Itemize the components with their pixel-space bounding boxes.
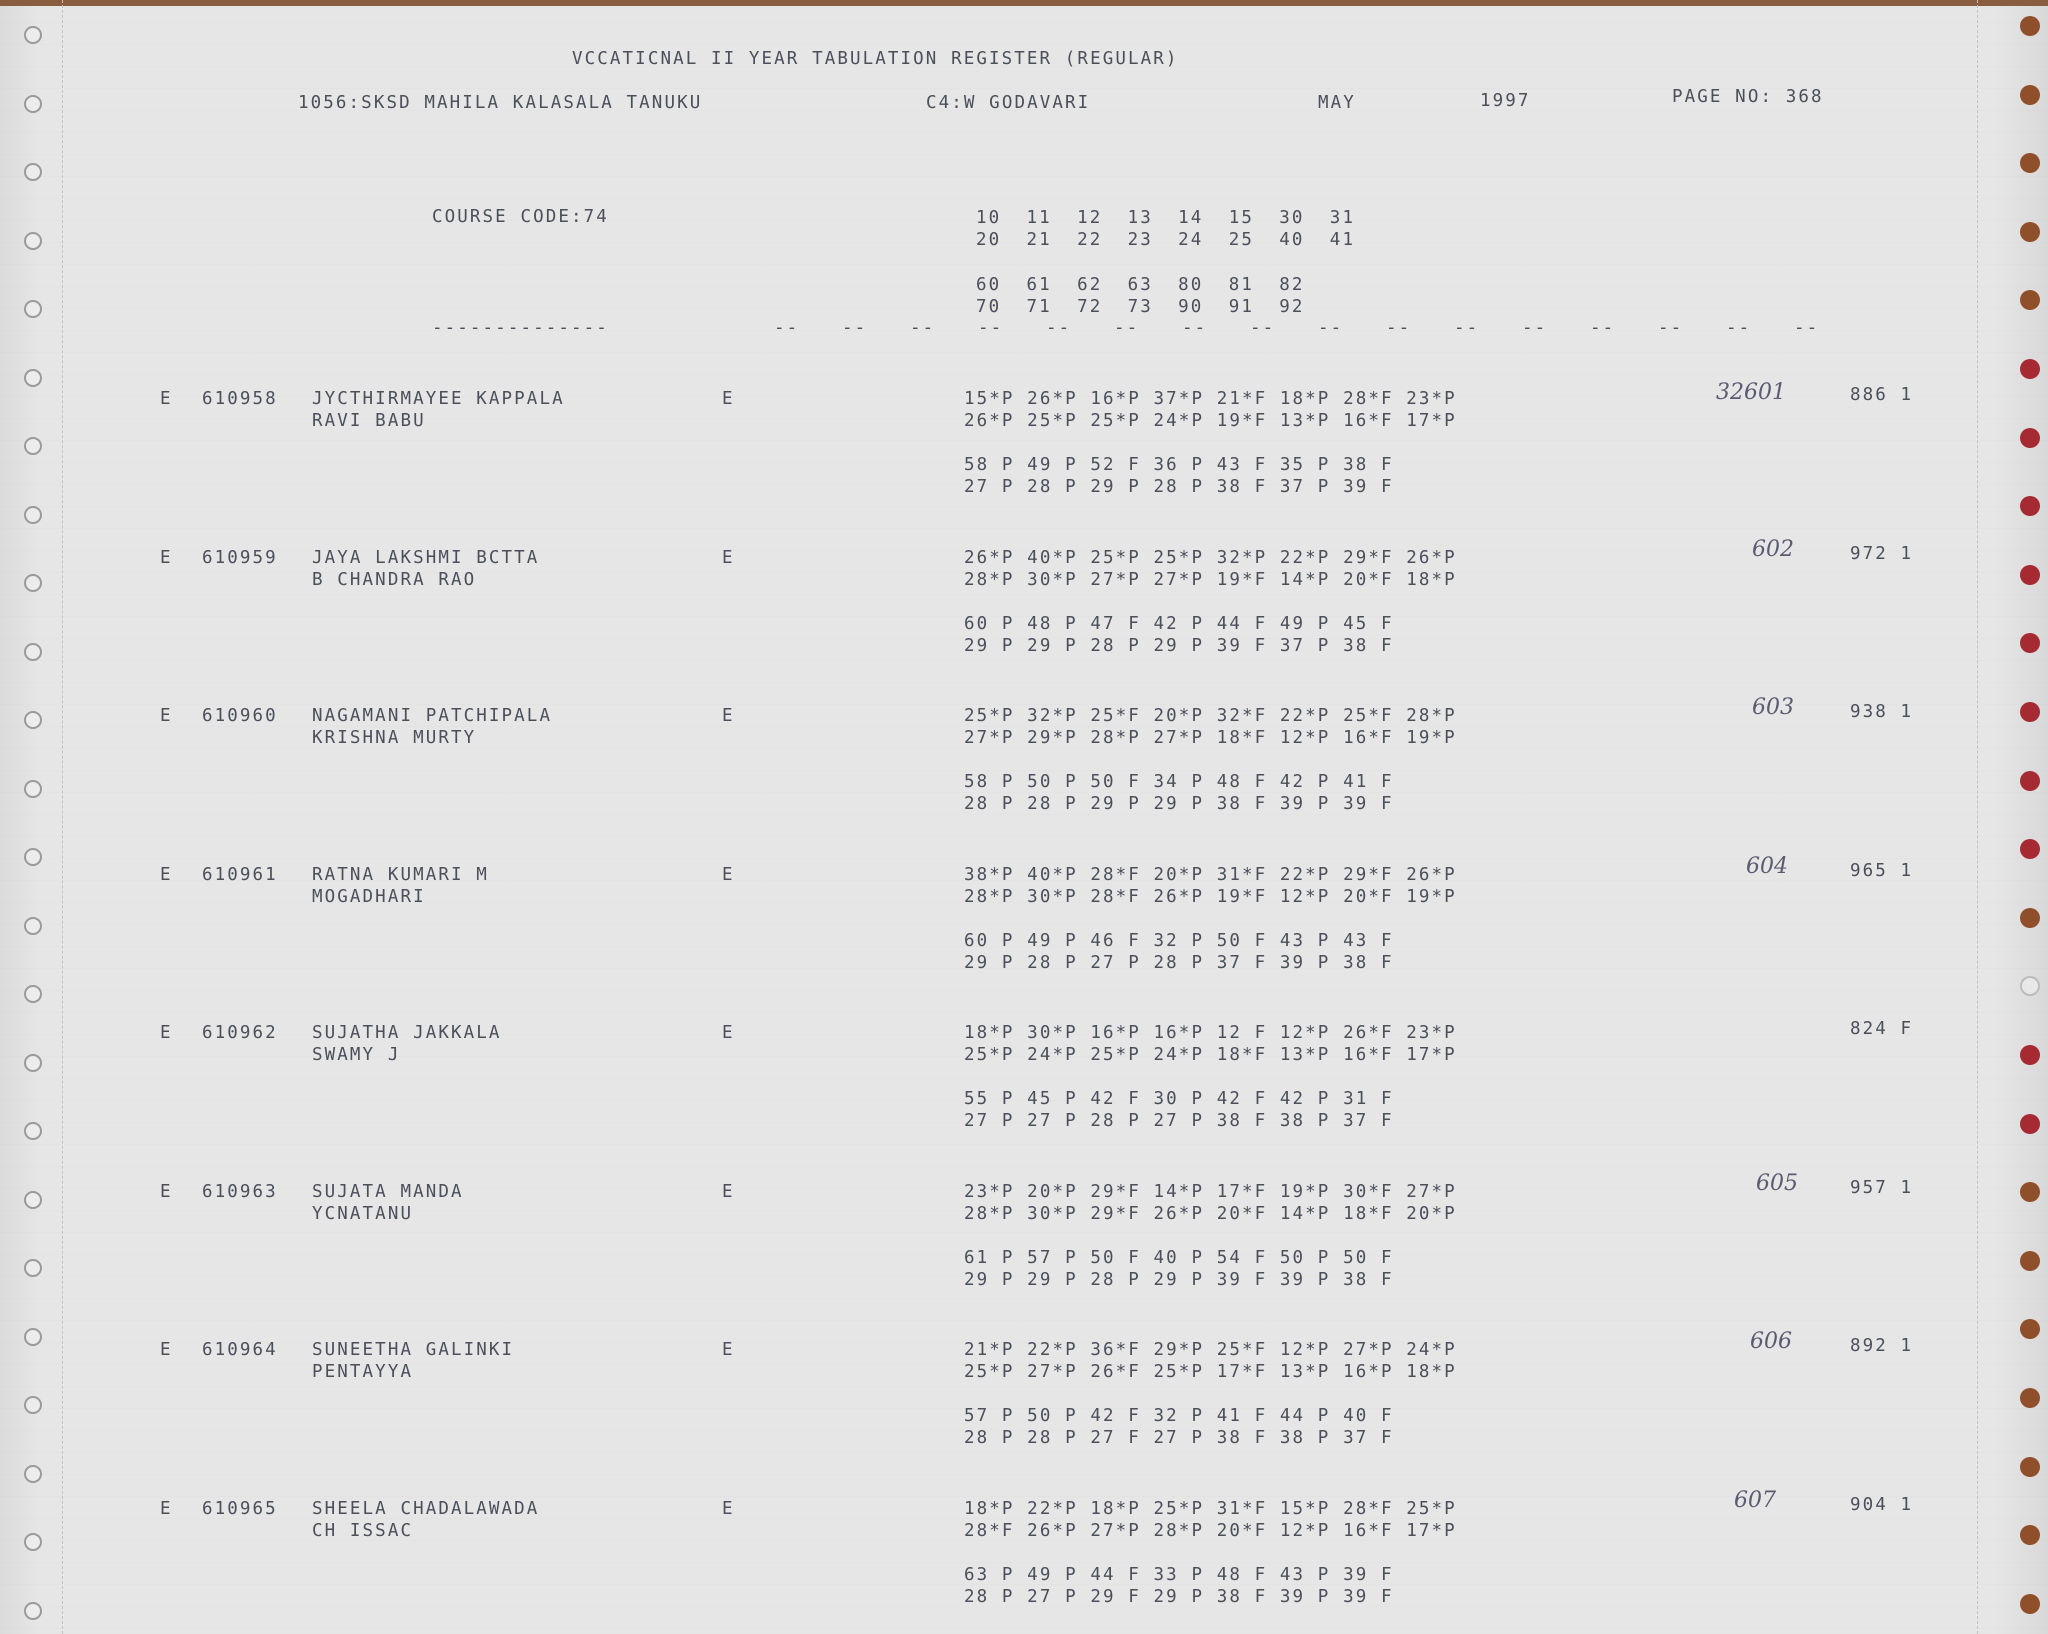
medium-code: E xyxy=(722,865,735,885)
medium-code: E xyxy=(722,1340,735,1360)
column-rule: -- xyxy=(1658,318,1684,338)
district-name: C4:W GODAVARI xyxy=(926,93,1091,113)
exam-month: MAY xyxy=(1318,93,1356,113)
feed-hole xyxy=(2020,359,2040,379)
feed-hole xyxy=(24,1396,42,1414)
student-category: E xyxy=(160,389,173,409)
feed-hole xyxy=(24,711,42,729)
total-and-result: 938 1 xyxy=(1850,702,1914,722)
feed-hole xyxy=(24,369,42,387)
name-column-rule: -------------- xyxy=(432,318,609,338)
parent-name: PENTAYYA xyxy=(312,1362,414,1382)
page-number: PAGE NO: 368 xyxy=(1672,87,1824,107)
feed-hole xyxy=(2020,771,2040,791)
feed-hole xyxy=(2020,1388,2040,1408)
student-category: E xyxy=(160,1340,173,1360)
total-and-result: 824 F xyxy=(1850,1019,1914,1039)
column-rule: -- xyxy=(1114,318,1140,338)
marks-row-4: 29 P 29 P 28 P 29 P 39 F 37 P 38 F xyxy=(964,636,1394,656)
feed-hole xyxy=(2020,1114,2040,1134)
left-tractor-strip xyxy=(0,0,63,1634)
feed-hole xyxy=(24,780,42,798)
feed-hole xyxy=(24,437,42,455)
marks-row-3: 58 P 49 P 52 F 36 P 43 F 35 P 38 F xyxy=(964,455,1394,475)
column-rule: -- xyxy=(1794,318,1820,338)
feed-hole xyxy=(2020,290,2040,310)
feed-hole xyxy=(2020,839,2040,859)
feed-hole xyxy=(2020,222,2040,242)
column-rule: -- xyxy=(1386,318,1412,338)
marks-row-3: 61 P 57 P 50 F 40 P 54 F 50 P 50 F xyxy=(964,1248,1394,1268)
handwritten-serial: 604 xyxy=(1746,854,1788,879)
feed-hole xyxy=(2020,496,2040,516)
column-rule: -- xyxy=(1590,318,1616,338)
marks-row-3: 57 P 50 P 42 F 32 P 41 F 44 P 40 F xyxy=(964,1406,1394,1426)
feed-hole xyxy=(2020,1457,2040,1477)
feed-hole xyxy=(2020,702,2040,722)
marks-row-4: 29 P 29 P 28 P 29 P 39 F 39 P 38 F xyxy=(964,1270,1394,1290)
feed-hole xyxy=(24,1054,42,1072)
roll-number: 610958 xyxy=(202,389,278,409)
feed-hole xyxy=(2020,565,2040,585)
roll-number: 610959 xyxy=(202,548,278,568)
feed-hole xyxy=(24,163,42,181)
marks-row-4: 28 P 28 P 27 F 27 P 38 F 38 P 37 F xyxy=(964,1428,1394,1448)
register-title: VCCATICNAL II YEAR TABULATION REGISTER (REGULAR) xyxy=(572,49,1179,69)
student-name: RATNA KUMARI M xyxy=(312,865,489,885)
feed-hole xyxy=(2020,908,2040,928)
column-rule: -- xyxy=(1726,318,1752,338)
feed-hole xyxy=(24,1328,42,1346)
roll-number: 610964 xyxy=(202,1340,278,1360)
marks-row-1: 21*P 22*P 36*F 29*P 25*F 12*P 27*P 24*P xyxy=(964,1340,1457,1360)
subject-codes-row-3: 60 61 62 63 80 81 82 xyxy=(976,275,1305,295)
parent-name: RAVI BABU xyxy=(312,411,426,431)
roll-number: 610963 xyxy=(202,1182,278,1202)
marks-row-1: 38*P 40*P 28*F 20*P 31*F 22*P 29*F 26*P xyxy=(964,865,1457,885)
marks-row-2: 26*P 25*P 25*P 24*P 19*F 13*P 16*F 17*P xyxy=(964,411,1457,431)
marks-row-4: 27 P 28 P 29 P 28 P 38 F 37 P 39 F xyxy=(964,477,1394,497)
student-name: SHEELA CHADALAWADA xyxy=(312,1499,540,1519)
column-rule: -- xyxy=(1250,318,1276,338)
feed-hole xyxy=(24,643,42,661)
exam-year: 1997 xyxy=(1480,91,1531,111)
feed-hole xyxy=(24,26,42,44)
column-rule: -- xyxy=(1318,318,1344,338)
feed-hole xyxy=(24,1533,42,1551)
feed-hole xyxy=(2020,16,2040,36)
marks-row-2: 28*P 30*P 27*P 27*P 19*F 14*P 20*F 18*P xyxy=(964,570,1457,590)
handwritten-serial: 605 xyxy=(1756,1171,1798,1196)
feed-hole xyxy=(24,985,42,1003)
feed-hole xyxy=(2020,1251,2040,1271)
column-rule: -- xyxy=(1454,318,1480,338)
feed-hole xyxy=(24,574,42,592)
feed-hole xyxy=(24,1465,42,1483)
marks-row-2: 28*F 26*P 27*P 28*P 20*F 12*P 16*F 17*P xyxy=(964,1521,1457,1541)
feed-hole xyxy=(2020,1182,2040,1202)
feed-hole xyxy=(24,95,42,113)
roll-number: 610961 xyxy=(202,865,278,885)
student-name: JAYA LAKSHMI BCTTA xyxy=(312,548,540,568)
student-category: E xyxy=(160,548,173,568)
marks-row-3: 63 P 49 P 44 F 33 P 48 F 43 P 39 F xyxy=(964,1565,1394,1585)
column-rule: -- xyxy=(1046,318,1072,338)
feed-hole xyxy=(2020,428,2040,448)
handwritten-serial: 607 xyxy=(1734,1488,1776,1513)
subject-codes-row-1: 10 11 12 13 14 15 30 31 xyxy=(976,208,1356,228)
marks-row-3: 58 P 50 P 50 F 34 P 48 F 42 P 41 F xyxy=(964,772,1394,792)
student-category: E xyxy=(160,865,173,885)
student-category: E xyxy=(160,1182,173,1202)
handwritten-serial: 606 xyxy=(1750,1329,1792,1354)
feed-hole xyxy=(2020,1525,2040,1545)
feed-hole xyxy=(2020,976,2040,996)
roll-number: 610962 xyxy=(202,1023,278,1043)
subject-codes-row-4: 70 71 72 73 90 91 92 xyxy=(976,297,1305,317)
total-and-result: 904 1 xyxy=(1850,1495,1914,1515)
medium-code: E xyxy=(722,548,735,568)
student-name: SUJATA MANDA xyxy=(312,1182,464,1202)
feed-hole xyxy=(24,1602,42,1620)
handwritten-serial: 602 xyxy=(1752,537,1794,562)
marks-row-3: 60 P 48 P 47 F 42 P 44 F 49 P 45 F xyxy=(964,614,1394,634)
medium-code: E xyxy=(722,1023,735,1043)
student-name: SUJATHA JAKKALA xyxy=(312,1023,502,1043)
feed-hole xyxy=(24,232,42,250)
feed-hole xyxy=(2020,1045,2040,1065)
marks-row-1: 25*P 32*P 25*F 20*P 32*F 22*P 25*F 28*P xyxy=(964,706,1457,726)
marks-row-2: 25*P 24*P 25*P 24*P 18*F 13*P 16*F 17*P xyxy=(964,1045,1457,1065)
marks-row-4: 29 P 28 P 27 P 28 P 37 F 39 P 38 F xyxy=(964,953,1394,973)
student-name: SUNEETHA GALINKI xyxy=(312,1340,515,1360)
medium-code: E xyxy=(722,389,735,409)
total-and-result: 886 1 xyxy=(1850,385,1914,405)
parent-name: B CHANDRA RAO xyxy=(312,570,477,590)
roll-number: 610965 xyxy=(202,1499,278,1519)
column-rule: -- xyxy=(774,318,800,338)
feed-hole xyxy=(2020,153,2040,173)
parent-name: CH ISSAC xyxy=(312,1521,414,1541)
marks-row-3: 55 P 45 P 42 F 30 P 42 F 42 P 31 F xyxy=(964,1089,1394,1109)
marks-row-1: 26*P 40*P 25*P 25*P 32*P 22*P 29*F 26*P xyxy=(964,548,1457,568)
parent-name: KRISHNA MURTY xyxy=(312,728,477,748)
total-and-result: 965 1 xyxy=(1850,861,1914,881)
feed-hole xyxy=(24,300,42,318)
roll-number: 610960 xyxy=(202,706,278,726)
feed-hole xyxy=(24,917,42,935)
marks-row-2: 27*P 29*P 28*P 27*P 18*F 12*P 16*F 19*P xyxy=(964,728,1457,748)
marks-row-3: 60 P 49 P 46 F 32 P 50 F 43 P 43 F xyxy=(964,931,1394,951)
feed-hole xyxy=(2020,1594,2040,1614)
marks-row-1: 15*P 26*P 16*P 37*P 21*F 18*P 28*F 23*P xyxy=(964,389,1457,409)
medium-code: E xyxy=(722,706,735,726)
medium-code: E xyxy=(722,1182,735,1202)
marks-row-4: 28 P 27 P 29 F 29 P 38 F 39 P 39 F xyxy=(964,1587,1394,1607)
column-rule: -- xyxy=(1182,318,1208,338)
feed-hole xyxy=(2020,1319,2040,1339)
marks-row-1: 18*P 30*P 16*P 16*P 12 F 12*P 26*F 23*P xyxy=(964,1023,1457,1043)
student-name: NAGAMANI PATCHIPALA xyxy=(312,706,553,726)
marks-row-1: 23*P 20*P 29*F 14*P 17*F 19*P 30*F 27*P xyxy=(964,1182,1457,1202)
total-and-result: 957 1 xyxy=(1850,1178,1914,1198)
parent-name: SWAMY J xyxy=(312,1045,401,1065)
marks-row-1: 18*P 22*P 18*P 25*P 31*F 15*P 28*F 25*P xyxy=(964,1499,1457,1519)
paper-top-edge xyxy=(0,0,2048,6)
handwritten-serial: 32601 xyxy=(1716,380,1786,405)
feed-hole xyxy=(2020,633,2040,653)
student-category: E xyxy=(160,1023,173,1043)
marks-row-2: 28*P 30*P 29*F 26*P 20*F 14*P 18*F 20*P xyxy=(964,1204,1457,1224)
feed-hole xyxy=(24,1191,42,1209)
parent-name: YCNATANU xyxy=(312,1204,414,1224)
subject-codes-row-2: 20 21 22 23 24 25 40 41 xyxy=(976,230,1356,250)
feed-hole xyxy=(24,848,42,866)
column-rule: -- xyxy=(910,318,936,338)
medium-code: E xyxy=(722,1499,735,1519)
parent-name: MOGADHARI xyxy=(312,887,426,907)
college-name: 1056:SKSD MAHILA KALASALA TANUKU xyxy=(298,93,703,113)
column-rule: -- xyxy=(842,318,868,338)
right-tractor-strip xyxy=(1977,0,2048,1634)
handwritten-serial: 603 xyxy=(1752,695,1794,720)
total-and-result: 972 1 xyxy=(1850,544,1914,564)
feed-hole xyxy=(24,1259,42,1277)
total-and-result: 892 1 xyxy=(1850,1336,1914,1356)
feed-hole xyxy=(24,506,42,524)
marks-row-4: 27 P 27 P 28 P 27 P 38 F 38 P 37 F xyxy=(964,1111,1394,1131)
student-category: E xyxy=(160,1499,173,1519)
student-category: E xyxy=(160,706,173,726)
course-code: COURSE CODE:74 xyxy=(432,207,609,227)
student-name: JYCTHIRMAYEE KAPPALA xyxy=(312,389,565,409)
column-rule: -- xyxy=(978,318,1004,338)
marks-row-2: 25*P 27*P 26*F 25*P 17*F 13*P 16*P 18*P xyxy=(964,1362,1457,1382)
feed-hole xyxy=(2020,85,2040,105)
column-rule: -- xyxy=(1522,318,1548,338)
marks-row-4: 28 P 28 P 29 P 29 P 38 F 39 P 39 F xyxy=(964,794,1394,814)
feed-hole xyxy=(24,1122,42,1140)
marks-row-2: 28*P 30*P 28*F 26*P 19*F 12*P 20*F 19*P xyxy=(964,887,1457,907)
